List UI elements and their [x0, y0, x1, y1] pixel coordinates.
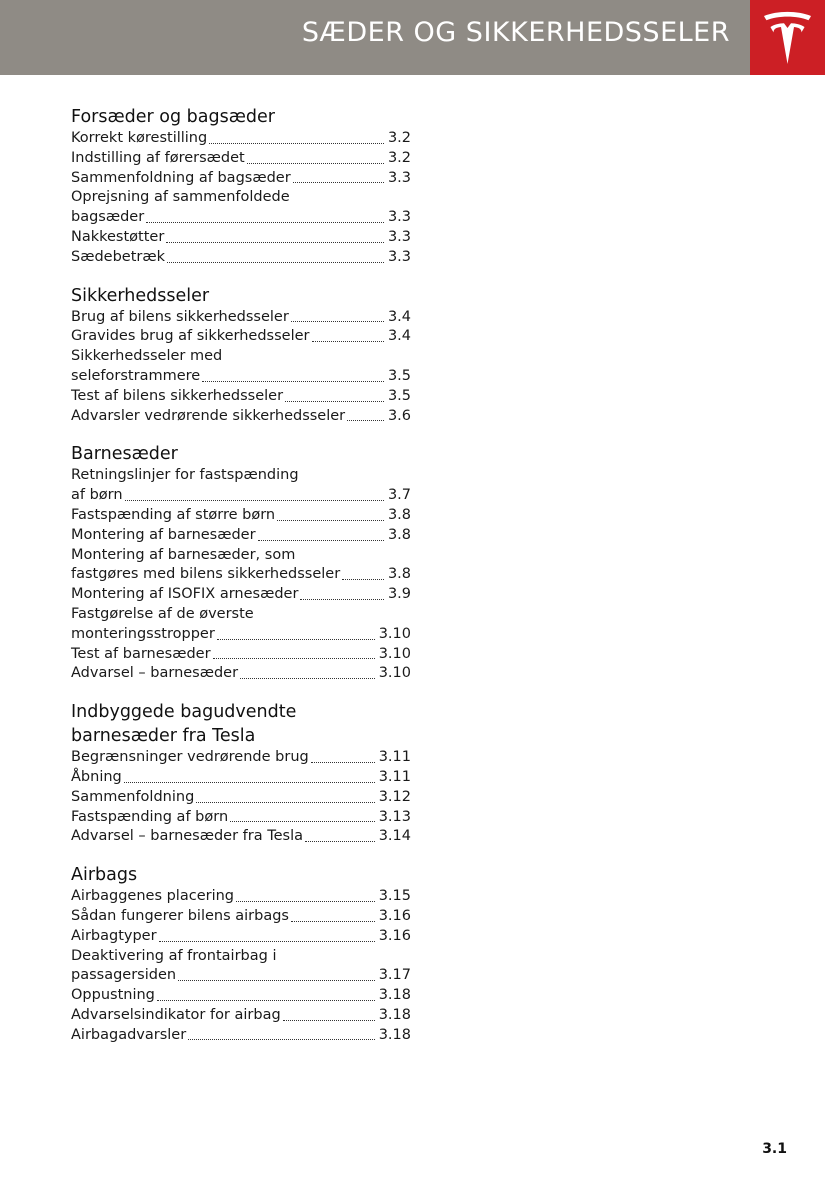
toc-entry-label: Test af barnesæder — [71, 645, 211, 662]
dot-leader — [347, 407, 387, 427]
toc-entry[interactable] — [71, 808, 411, 828]
toc-entry-page: 3.7 — [387, 487, 411, 504]
toc-entry[interactable] — [71, 308, 411, 328]
toc-entry-label: Airbaggenes placering — [71, 888, 234, 905]
toc-entry[interactable] — [71, 208, 411, 228]
dot-leader — [166, 228, 387, 248]
toc-entry-label: Korrekt kørestilling — [71, 130, 208, 146]
toc-entry-page: 3.18 — [378, 1026, 411, 1043]
toc-entry-label: monteringsstropper — [71, 625, 215, 642]
dot-leader — [209, 129, 387, 149]
toc-entry-label: Fastspænding af større børn — [71, 506, 276, 523]
toc-entry-label: fastgøres med bilens sikkerhedsseler — [71, 566, 341, 583]
dot-leader — [146, 208, 387, 228]
toc-entry-page: 3.15 — [378, 888, 411, 905]
section-heading: barnesæder fra Tesla — [71, 725, 256, 746]
dot-leader — [285, 387, 387, 407]
dot-leader — [188, 1026, 378, 1046]
toc-entry-label: Test af bilens sikkerhedsseler — [71, 387, 284, 404]
dot-leader — [311, 748, 378, 768]
dot-leader — [277, 506, 387, 526]
toc-entry[interactable] — [71, 486, 411, 506]
toc-section — [71, 106, 411, 268]
toc-entry-label: Nakkestøtter — [71, 228, 165, 245]
toc-entry[interactable] — [71, 228, 411, 248]
dot-leader — [157, 986, 378, 1006]
toc-entry[interactable] — [71, 645, 411, 665]
toc-entry[interactable] — [71, 748, 411, 768]
toc-entry-page: 3.8 — [387, 566, 411, 583]
toc-entry-label: Indstilling af førersædet — [71, 149, 245, 166]
table-of-contents — [71, 106, 411, 1062]
toc-entry-page: 3.9 — [387, 586, 411, 603]
dot-leader — [236, 887, 378, 907]
section-heading: Barnesæder — [71, 444, 178, 465]
dot-leader — [291, 308, 387, 328]
dot-leader — [124, 768, 378, 788]
toc-entry[interactable] — [71, 129, 411, 149]
toc-entry-page: 3.4 — [387, 308, 411, 325]
toc-entry[interactable] — [71, 169, 411, 189]
dot-leader — [217, 625, 378, 645]
toc-entry[interactable] — [71, 367, 411, 387]
dot-leader — [167, 248, 387, 268]
tesla-logo — [750, 0, 825, 75]
toc-entry-first-line: Montering af barnesæder, som — [71, 546, 296, 563]
dot-leader — [159, 927, 378, 947]
toc-entry[interactable] — [71, 506, 411, 526]
toc-entry-page: 3.3 — [387, 209, 411, 226]
toc-entry-label: Advarsel – barnesæder — [71, 665, 239, 682]
toc-entry-label: Gravides brug af sikkerhedsseler — [71, 328, 310, 345]
toc-entry-label: af børn — [71, 487, 123, 504]
toc-entry[interactable] — [71, 887, 411, 907]
dot-leader — [178, 966, 378, 986]
toc-entry-label: Begrænsninger vedrørende brug — [71, 749, 309, 766]
toc-entry[interactable] — [71, 248, 411, 268]
toc-entry[interactable] — [71, 1026, 411, 1046]
page-number: 3.1 — [762, 1141, 787, 1157]
dot-leader — [293, 169, 387, 189]
toc-entry-page: 3.2 — [387, 149, 411, 166]
toc-entry-label: passagersiden — [71, 967, 177, 984]
toc-entry-page: 3.3 — [387, 228, 411, 245]
toc-entry-page: 3.4 — [387, 328, 411, 345]
toc-entry-label: Sådan fungerer bilens airbags — [71, 907, 289, 924]
dot-leader — [342, 565, 387, 585]
toc-entry-page: 3.3 — [387, 169, 411, 186]
toc-entry[interactable] — [71, 526, 411, 546]
toc-entry-label: Sammenfoldning — [71, 788, 195, 805]
toc-entry-page: 3.2 — [387, 130, 411, 146]
toc-section — [71, 701, 411, 847]
toc-entry[interactable] — [71, 966, 411, 986]
toc-entry-label: Sædebetræk — [71, 248, 165, 265]
dot-leader — [230, 808, 378, 828]
toc-entry-page: 3.18 — [378, 987, 411, 1004]
toc-entry-label: seleforstrammere — [71, 367, 201, 384]
toc-entry-label: Montering af barnesæder — [71, 526, 256, 543]
toc-entry-page: 3.11 — [378, 768, 411, 785]
dot-leader — [312, 327, 387, 347]
toc-entry-label: Airbagtyper — [71, 927, 157, 944]
toc-section — [71, 285, 411, 427]
dot-leader — [300, 585, 387, 605]
dot-leader — [283, 1006, 378, 1026]
dot-leader — [247, 149, 387, 169]
toc-entry[interactable] — [71, 387, 411, 407]
toc-entry[interactable] — [71, 907, 411, 927]
toc-entry-first-line: Fastgørelse af de øverste — [71, 605, 254, 622]
dot-leader — [202, 367, 387, 387]
toc-entry-label: Advarselsindikator for airbag — [71, 1006, 281, 1023]
toc-entry-label: Åbning — [71, 768, 122, 785]
section-heading: Airbags — [71, 865, 138, 886]
section-heading: Sikkerhedsseler — [71, 285, 210, 306]
toc-entry-first-line: Oprejsning af sammenfoldede — [71, 189, 290, 206]
toc-entry[interactable] — [71, 768, 411, 788]
toc-entry-label: Fastspænding af børn — [71, 808, 229, 825]
toc-entry[interactable] — [71, 927, 411, 947]
dot-leader — [240, 664, 378, 684]
toc-entry-page: 3.16 — [378, 927, 411, 944]
toc-entry-label: Airbagadvarsler — [71, 1026, 187, 1043]
toc-entry-label: Sammenfoldning af bagsæder — [71, 169, 291, 186]
dot-leader — [291, 907, 378, 927]
toc-entry-page: 3.17 — [378, 967, 411, 984]
toc-entry[interactable] — [71, 625, 411, 645]
toc-entry-page: 3.10 — [378, 665, 411, 682]
dot-leader — [125, 486, 387, 506]
toc-entry-page: 3.13 — [378, 808, 411, 825]
dot-leader — [196, 788, 377, 808]
toc-entry-page: 3.6 — [387, 407, 411, 424]
toc-entry-page: 3.18 — [378, 1006, 411, 1023]
toc-entry[interactable] — [71, 788, 411, 808]
header-bar — [0, 0, 750, 75]
toc-entry-page: 3.10 — [378, 625, 411, 642]
page-title: SÆDER OG SIKKERHEDSSELER — [301, 17, 730, 48]
dot-leader — [213, 645, 378, 665]
toc-entry[interactable] — [71, 565, 411, 585]
toc-entry-page: 3.11 — [378, 749, 411, 766]
toc-entry-page: 3.14 — [378, 828, 411, 845]
toc-entry[interactable] — [71, 149, 411, 169]
dot-leader — [258, 526, 387, 546]
toc-entry-page: 3.5 — [387, 387, 411, 404]
toc-entry-label: Montering af ISOFIX arnesæder — [71, 586, 299, 603]
toc-entry[interactable] — [71, 327, 411, 347]
toc-section — [71, 443, 411, 684]
toc-entry-first-line: Deaktivering af frontairbag i — [71, 947, 277, 964]
toc-entry-label: Advarsel – barnesæder fra Tesla — [71, 828, 304, 845]
toc-entry-page: 3.3 — [387, 248, 411, 265]
toc-entry[interactable] — [71, 986, 411, 1006]
toc-entry[interactable] — [71, 827, 411, 847]
toc-entry[interactable] — [71, 585, 411, 605]
toc-entry-page: 3.12 — [378, 788, 411, 805]
toc-entry[interactable] — [71, 1006, 411, 1026]
toc-entry-label: Oppustning — [71, 987, 155, 1004]
toc-entry-page: 3.8 — [387, 506, 411, 523]
toc-entry-page: 3.10 — [378, 645, 411, 662]
tesla-logo-icon — [762, 10, 813, 64]
toc-section — [71, 864, 411, 1045]
toc-entry-page: 3.16 — [378, 907, 411, 924]
toc-entry-label: Advarsler vedrørende sikkerhedsseler — [71, 407, 346, 424]
toc-entry-first-line: Sikkerhedsseler med — [71, 348, 223, 365]
toc-entry-page: 3.8 — [387, 526, 411, 543]
toc-entry[interactable] — [71, 407, 411, 427]
toc-entry-first-line: Retningslinjer for fastspænding — [71, 467, 299, 484]
toc-entry-label: Brug af bilens sikkerhedsseler — [71, 308, 289, 325]
section-heading: Indbyggede bagudvendte — [71, 702, 297, 723]
dot-leader — [305, 827, 378, 847]
section-heading: Forsæder og bagsæder — [71, 107, 275, 127]
toc-entry-label: bagsæder — [71, 209, 145, 226]
toc-entry-page: 3.5 — [387, 367, 411, 384]
toc-entry[interactable] — [71, 664, 411, 684]
